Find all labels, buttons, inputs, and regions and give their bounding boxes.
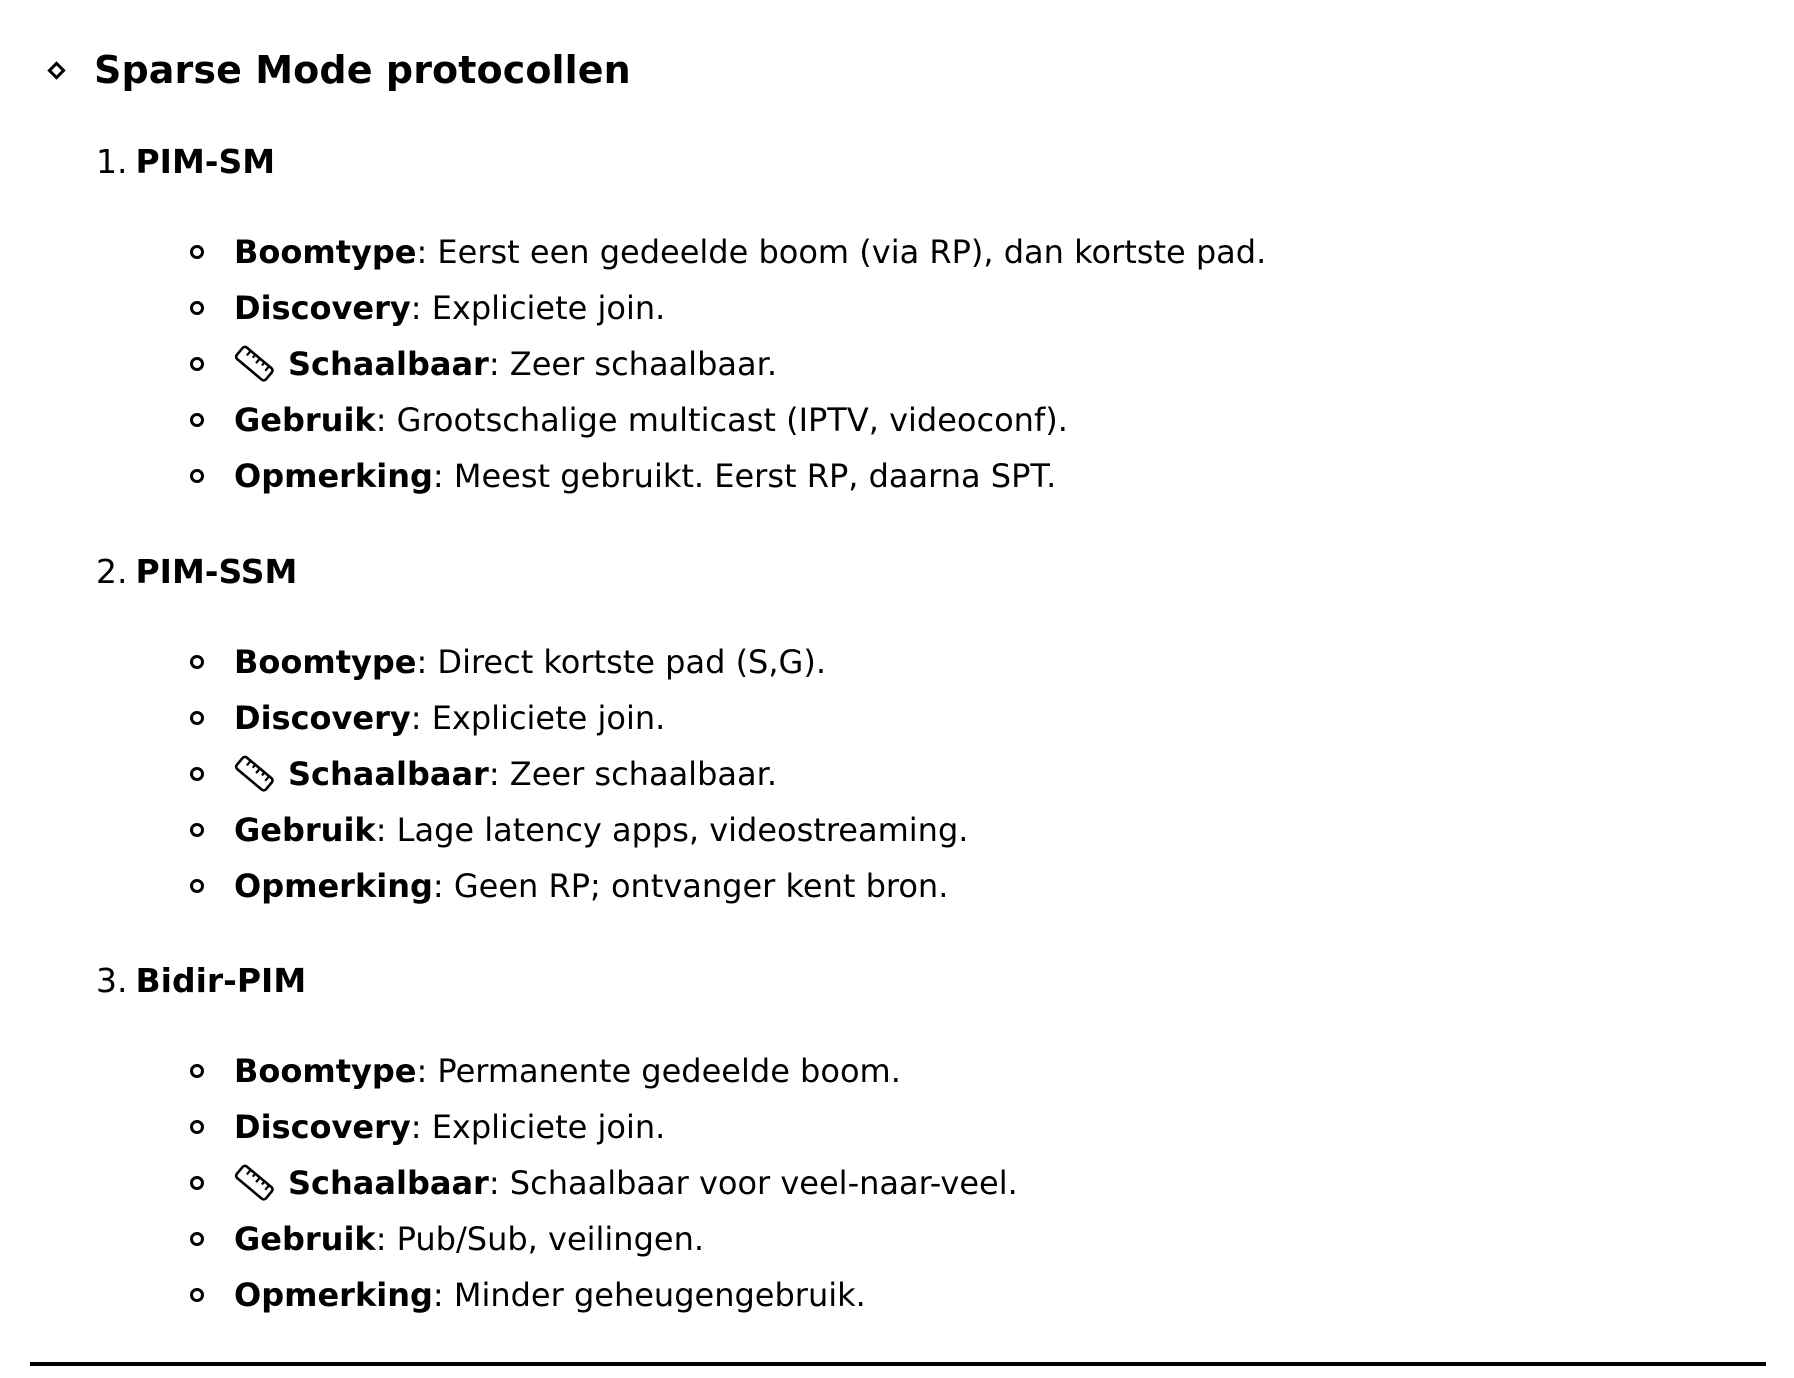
ruler-icon — [234, 754, 274, 794]
heading-row — [44, 42, 631, 98]
item-text: : Expliciete join. — [410, 289, 666, 327]
circle-bullet-icon — [190, 1232, 204, 1246]
list-item — [190, 342, 777, 386]
section-title — [96, 139, 275, 183]
item-label: Discovery — [234, 289, 411, 327]
item-label: Boomtype — [234, 233, 417, 271]
list-item — [190, 1049, 901, 1093]
list-item — [190, 230, 1266, 274]
item-text: : Permanente gedeelde boom. — [416, 1052, 901, 1090]
list-item — [190, 808, 968, 852]
item-text: : Expliciete join. — [410, 1108, 666, 1146]
item-text: : Expliciete join. — [410, 699, 666, 737]
list-item — [190, 1105, 665, 1149]
item-label: Boomtype — [234, 1052, 417, 1090]
section-number: 3. — [96, 960, 128, 1000]
circle-bullet-icon — [190, 301, 204, 315]
item-text: : Pub/Sub, veilingen. — [375, 1220, 705, 1258]
item-label: Opmerking — [234, 1276, 433, 1314]
list-item — [190, 752, 777, 796]
item-label: Schaalbaar — [288, 345, 489, 383]
circle-bullet-icon — [190, 1288, 204, 1302]
item-label: Discovery — [234, 699, 411, 737]
item-label: Discovery — [234, 1108, 411, 1146]
circle-bullet-icon — [190, 1120, 204, 1134]
item-text: : Geen RP; ontvanger kent bron. — [432, 867, 949, 905]
item-label: Opmerking — [234, 457, 433, 495]
item-text: : Direct kortste pad (S,G). — [416, 643, 826, 681]
list-item — [190, 696, 665, 740]
circle-bullet-icon — [190, 245, 204, 259]
item-text: : Zeer schaalbaar. — [488, 345, 777, 383]
list-item — [190, 1217, 704, 1261]
circle-bullet-icon — [190, 767, 204, 781]
list-item — [190, 864, 948, 908]
circle-bullet-icon — [190, 469, 204, 483]
section-name: PIM-SM — [135, 141, 276, 181]
item-label: Opmerking — [234, 867, 433, 905]
circle-bullet-icon — [190, 823, 204, 837]
list-item — [190, 1161, 1018, 1205]
item-text: : Meest gebruikt. Eerst RP, daarna SPT. — [432, 457, 1057, 495]
list-item — [190, 1273, 866, 1317]
circle-bullet-icon — [190, 655, 204, 669]
item-text: : Zeer schaalbaar. — [488, 755, 777, 793]
section-number: 1. — [96, 141, 128, 181]
item-label: Schaalbaar — [288, 755, 489, 793]
item-text: : Schaalbaar voor veel-naar-veel. — [488, 1164, 1018, 1202]
circle-bullet-icon — [190, 879, 204, 893]
section-title — [96, 549, 297, 593]
list-item — [190, 640, 826, 684]
list-item — [190, 398, 1068, 442]
item-label: Gebruik — [234, 1220, 376, 1258]
diamond-bullet-icon — [47, 61, 65, 79]
item-text: : Lage latency apps, videostreaming. — [375, 811, 969, 849]
list-item — [190, 286, 665, 330]
section-name: PIM-SSM — [135, 551, 298, 591]
item-text: : Grootschalige multicast (IPTV, videoconf). — [375, 401, 1068, 439]
circle-bullet-icon — [190, 1064, 204, 1078]
page-heading: Sparse Mode protocollen — [94, 48, 631, 92]
item-text: : Minder geheugengebruik. — [432, 1276, 866, 1314]
ruler-icon — [234, 344, 274, 384]
item-label: Boomtype — [234, 643, 417, 681]
list-item — [190, 454, 1056, 498]
section-title — [96, 958, 306, 1002]
section-name: Bidir-PIM — [135, 960, 307, 1000]
item-label: Gebruik — [234, 401, 376, 439]
ruler-icon — [234, 1163, 274, 1203]
circle-bullet-icon — [190, 357, 204, 371]
item-label: Schaalbaar — [288, 1164, 489, 1202]
circle-bullet-icon — [190, 413, 204, 427]
section-number: 2. — [96, 551, 128, 591]
circle-bullet-icon — [190, 711, 204, 725]
circle-bullet-icon — [190, 1176, 204, 1190]
horizontal-rule — [30, 1362, 1766, 1366]
item-text: : Eerst een gedeelde boom (via RP), dan kortste pad. — [416, 233, 1267, 271]
item-label: Gebruik — [234, 811, 376, 849]
